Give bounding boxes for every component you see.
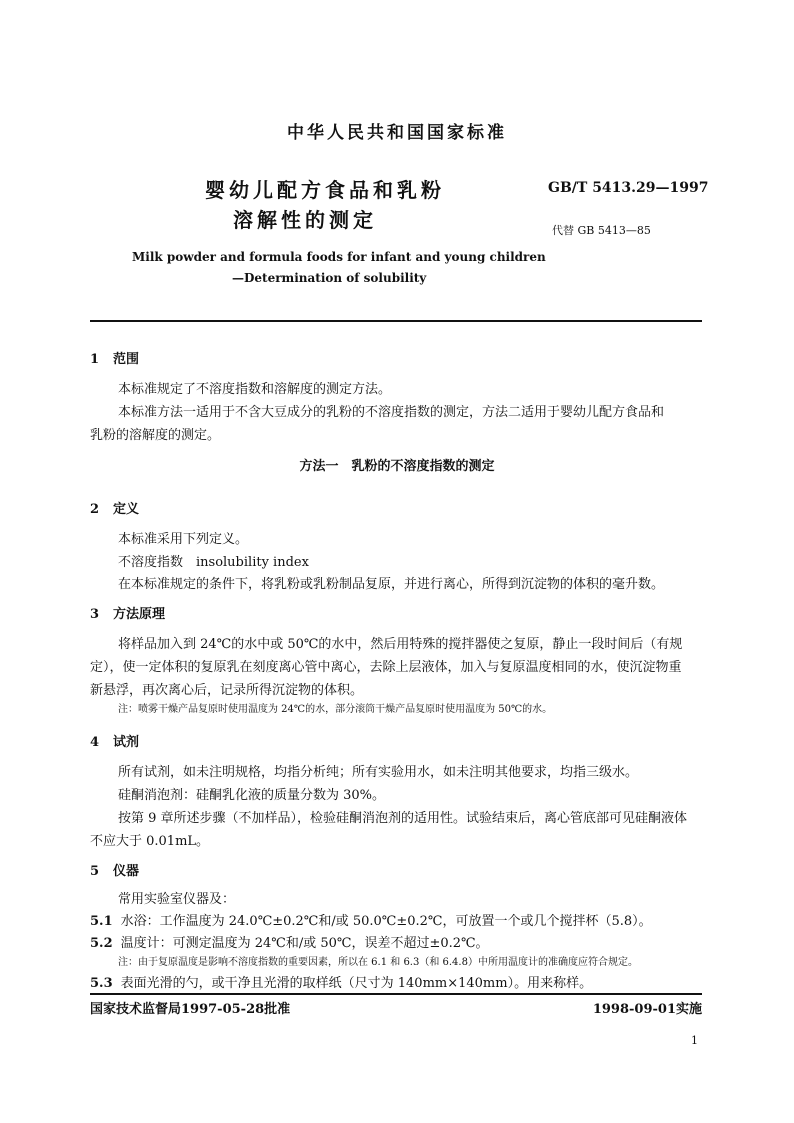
approval-line: 国家技术监督局1997-05-28批准	[90, 1002, 291, 1017]
implementation-date: 1998-09-01实施	[592, 1002, 702, 1017]
section-number: 5	[90, 864, 100, 879]
note: 注：由于复原温度是影响不溶度指数的重要因素，所以在 6.1 和 6.3（和 6.4.8）中所用温度计的准确度应符合规定。	[118, 957, 638, 968]
section-title: 试剂	[113, 735, 140, 750]
paragraph: 本标准方法一适用于不含大豆成分的乳粉的不溶度指数的测定，方法二适用于婴幼儿配方食品和	[118, 405, 665, 420]
section-number: 2	[90, 502, 100, 517]
section-title: 方法原理	[113, 607, 166, 622]
national-standard-heading: 中华人民共和国国家标准	[287, 123, 507, 143]
section-number: 4	[90, 735, 100, 750]
item-5-1	[90, 910, 652, 929]
paragraph: 所有试剂，如未注明规格，均指分析纯；所有实验用水，如未注明其他要求，均指三级水。	[118, 765, 639, 780]
method-one-heading: 方法一 乳粉的不溶度指数的测定	[299, 459, 495, 474]
paragraph: 将样品加入到 24℃的水中或 50℃的水中，然后用特殊的搅拌器使之复原，静止一段时间后（有规	[118, 637, 683, 652]
title-cn-line1: 婴幼儿配方食品和乳粉	[205, 178, 445, 202]
paragraph: 在本标准规定的条件下，将乳粉或乳粉制品复原，并进行离心，所得到沉淀物的体积的毫升数。	[118, 577, 665, 592]
paragraph: 本标准采用下列定义。	[118, 532, 249, 547]
replaces-standard: 代替 GB 5413—85	[552, 224, 651, 237]
paragraph: 乳粉的溶解度的测定。	[90, 428, 221, 443]
standard-code: GB/T 5413.29—1997	[548, 180, 709, 196]
section-5-heading	[90, 860, 139, 879]
section-number: 3	[90, 607, 100, 622]
footer-divider	[90, 993, 702, 995]
section-3-heading	[90, 603, 165, 622]
paragraph: 按第 9 章所述步骤（不加样品），检验硅酮消泡剂的适用性。试验结束后，离心管底部可见硅酮液体	[118, 811, 688, 826]
section-title: 范围	[113, 352, 140, 367]
paragraph: 不应大于 0.01mL。	[90, 834, 210, 849]
section-number: 1	[90, 352, 100, 367]
paragraph: 新悬浮，再次离心后，记录所得沉淀物的体积。	[90, 683, 364, 698]
section-4-heading	[90, 731, 139, 750]
item-5-3	[90, 972, 592, 991]
item-number: 5.3	[90, 976, 113, 991]
header-divider	[90, 320, 702, 322]
paragraph: 常用实验室仪器及：	[118, 892, 236, 907]
paragraph: 本标准规定了不溶度指数和溶解度的测定方法。	[118, 382, 392, 397]
section-title: 仪器	[113, 864, 140, 879]
item-5-2	[90, 932, 489, 951]
item-text: 表面光滑的勺，或干净且光滑的取样纸（尺寸为 140mm×140mm）。用来称样。	[120, 976, 593, 991]
term-definition: 不溶度指数 insolubility index	[118, 555, 309, 570]
title-en-line2: —Determination of solubility	[232, 271, 427, 285]
title-cn-line2: 溶解性的测定	[233, 208, 377, 232]
paragraph: 硅酮消泡剂：硅酮乳化液的质量分数为 30%。	[118, 788, 386, 803]
paragraph: 定），使一定体积的复原乳在刻度离心管中离心，去除上层液体，加入与复原温度相同的水，使沉淀物重	[90, 660, 682, 675]
item-number: 5.1	[90, 914, 113, 929]
note: 注：喷雾干燥产品复原时使用温度为 24℃的水，部分滚筒干燥产品复原时使用温度为 50℃的水。	[118, 704, 553, 715]
section-title: 定义	[113, 502, 140, 517]
item-text: 水浴：工作温度为 24.0℃±0.2℃和/或 50.0℃±0.2℃，可放置一个或几个搅拌杯（5.8）。	[120, 914, 652, 929]
item-text: 温度计：可测定温度为 24℃和/或 50℃，误差不超过±0.2℃。	[120, 936, 489, 951]
item-number: 5.2	[90, 936, 113, 951]
page-number: 1	[691, 1034, 698, 1047]
section-1-heading	[90, 348, 139, 367]
title-en-line1: Milk powder and formula foods for infant and young children	[132, 250, 546, 264]
section-2-heading	[90, 498, 139, 517]
